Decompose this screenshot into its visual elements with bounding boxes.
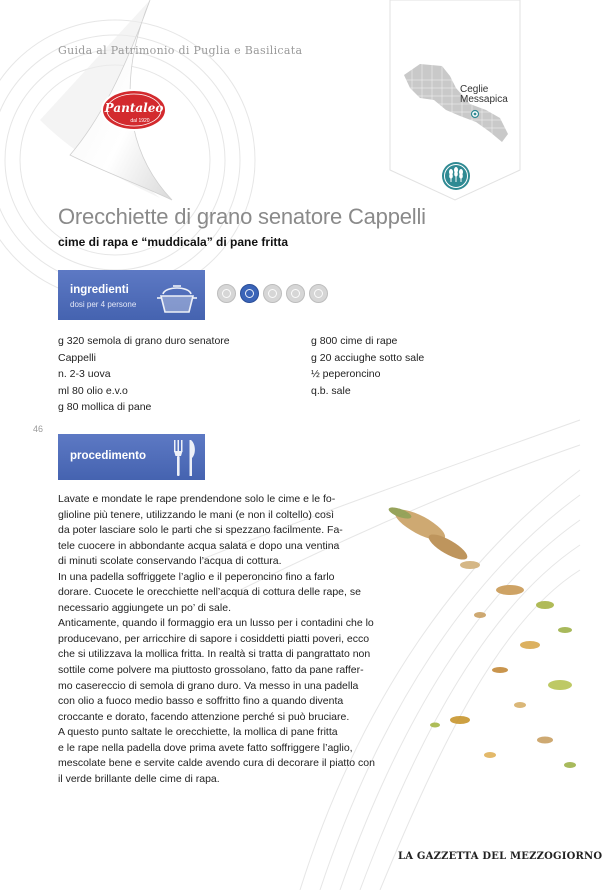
procedure-line: glioline più tenere, utilizzando le mani (e non il coltello) così <box>58 508 335 521</box>
ingredients-label: ingredienti <box>70 284 129 296</box>
procedure-line: mo casereccio di semola di grano duro. Va messo in una padella <box>58 679 359 692</box>
procedure-line: da poter lasciare solo le parti che si spezzano facilmente. Fa- <box>58 524 343 537</box>
procedure-line: sottile come polvere ma piuttosto grossolano, fatto da pane raffer- <box>58 664 364 677</box>
logo-subtext: dal 1920 <box>130 118 150 124</box>
recipe-title: Orecchiette di grano senatore Cappelli <box>58 204 426 229</box>
ingredient-item: n. 2-3 uova <box>58 368 111 380</box>
procedure-line: necessario aggiungete un po’ di sale. <box>58 601 231 614</box>
ingredient-item: g 800 cime di rape <box>311 335 398 347</box>
publisher-logo: LA GAZZETTA DEL MEZZOGIORNO <box>398 851 602 862</box>
difficulty-rating <box>217 284 328 303</box>
servings-label: dosi per 4 persone <box>70 300 137 309</box>
recipe-subtitle: cime di rapa e “muddicala” di pane fritta <box>58 235 289 249</box>
guide-title: Guida al Patrimonio di Puglia e Basilicata <box>58 44 303 57</box>
difficulty-dot-2 <box>240 284 259 303</box>
difficulty-dot-1 <box>217 284 236 303</box>
procedure-line: con olio a fuoco medio basso e soffritto fino a quando diventa <box>58 695 344 708</box>
difficulty-dot-3 <box>263 284 282 303</box>
procedure-line: producevano, per arricchire di sapore i cosiddetti piatti poveri, ecco <box>58 632 370 645</box>
pot-icon <box>155 280 199 316</box>
procedure-text <box>58 492 408 787</box>
ingredient-item: g 80 mollica di pane <box>58 401 152 413</box>
procedure-line: tele cuocere in abbondante acqua salata e dopo una ventina <box>58 539 340 552</box>
procedure-line: Anticamente, quando il formaggio era un lusso per i contadini che lo <box>58 617 374 630</box>
difficulty-dot-5 <box>309 284 328 303</box>
procedure-line: e le rape nella padella dove prima avete fatto soffriggere l’aglio, <box>58 741 353 754</box>
ingredient-item: g 20 acciughe sotto sale <box>311 351 425 364</box>
wheat-icon <box>441 161 471 191</box>
procedure-line: dorare. Cuocete le orecchiette nell’acqua di cottura delle rape, se <box>58 586 361 599</box>
ingredients-list-1 <box>58 333 278 416</box>
ingredient-item: q.b. sale <box>311 384 351 397</box>
procedure-line: croccante e dorato, facendo attenzione perché si può bruciare. <box>58 710 350 723</box>
pantaleo-logo <box>101 88 167 132</box>
procedure-line: Lavate e mondate le rape prendendone solo le cime e le fo- <box>58 493 336 505</box>
ingredient-item: g 320 semola di grano duro senatore <box>58 335 230 347</box>
ingredients-list-2 <box>311 333 491 399</box>
procedure-line: A questo punto saltate le orecchiette, la mollica di pane fritta <box>58 726 338 739</box>
map-city-label <box>460 85 508 105</box>
procedure-label: procedimento <box>70 450 147 462</box>
difficulty-dot-4 <box>286 284 305 303</box>
page-curl-corner <box>0 0 200 215</box>
procedure-line: che si utilizzava la mollica fritta. In realtà si tratta di pangrattato non <box>58 648 371 661</box>
procedure-line: mescolate bene e servite calde avendo cura di decorare il piatto con <box>58 757 375 770</box>
city-name-line2: Messapica <box>460 94 508 105</box>
procedure-line: il verde brillante delle cime di rapa. <box>58 772 220 785</box>
logo-wordmark: Pantaleo <box>104 101 164 115</box>
ingredients-header <box>58 270 205 320</box>
ingredient-item: ml 80 olio e.v.o <box>58 384 128 397</box>
cutlery-icon <box>171 438 199 478</box>
page-number: 46 <box>33 424 44 434</box>
city-name-line1: Ceglie <box>460 84 489 95</box>
procedure-line: di minuti scolate conservando l’acqua di cottura. <box>58 555 282 568</box>
breadcrumb-food-decoration <box>360 495 580 795</box>
ingredient-item: ½ peperoncino <box>311 368 381 380</box>
ingredient-item: Cappelli <box>58 351 96 364</box>
procedure-line: In una padella soffriggete l’aglio e il peperoncino fino a farlo <box>58 570 335 583</box>
procedure-header <box>58 434 205 480</box>
